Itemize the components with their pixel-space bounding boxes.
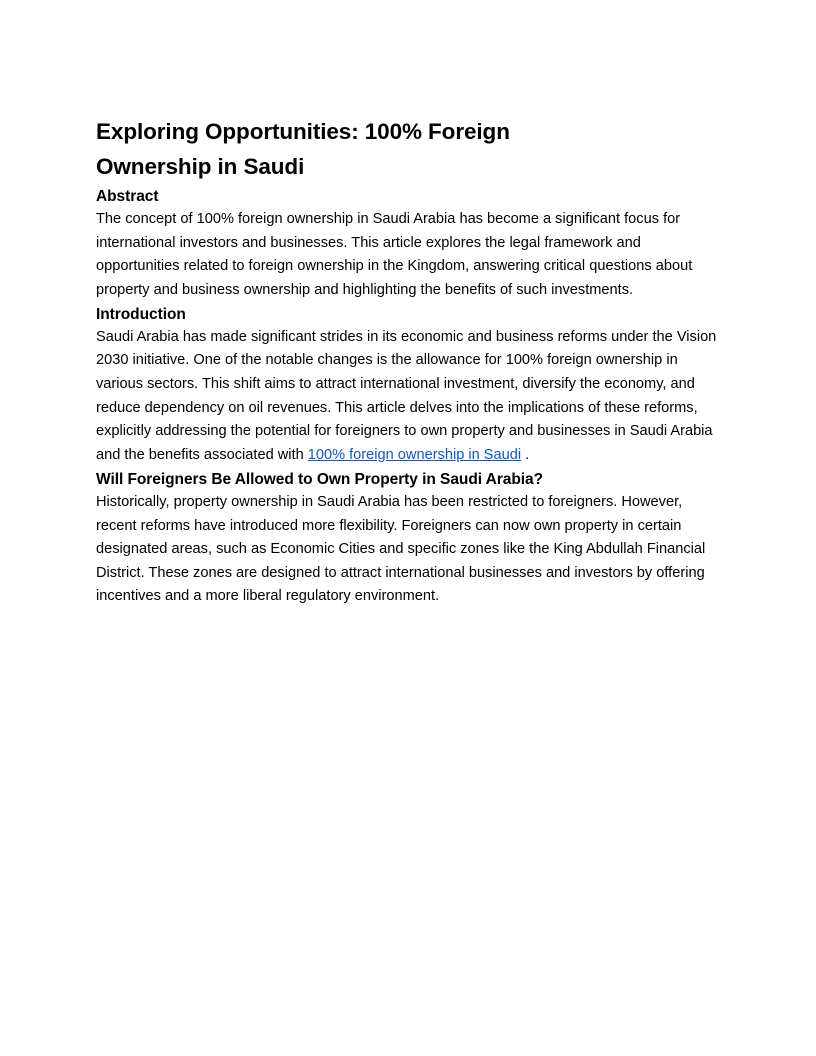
intro-text-before-link: Saudi Arabia has made significant strides in its economic and business reforms under the Vision 2030 initiative. One of the notable changes is the allowance for 100% foreign ownership in various sectors. This shift aims to attract international investment, diversify the economy, and reduce dependency on oil revenues. This article delves into the implications of these reforms, explicitly addressing the potential for foreigners to own property and businesses in Saudi Arabia and the benefits associated with [96, 328, 717, 464]
section-paragraph-property-question: Historically, property ownership in Saudi Arabia has been restricted to foreigners. However, recent reforms have introduced more flexibility. Foreigners can now own property in certain designated areas, such as Economic Cities and specific zones like the King Abdullah Financial District. These zones are designed to attract international businesses and investors by offering incentives and a more liberal regulatory environment. [96, 493, 706, 605]
section-heading-abstract: Abstract [96, 187, 159, 205]
intro-text-after-link: . [521, 447, 530, 464]
foreign-ownership-link[interactable]: 100% foreign ownership in Saudi [307, 447, 522, 464]
page-title: Exploring Opportunities: 100% Foreign Ownership in Saudi [96, 119, 510, 179]
section-paragraph-introduction [96, 326, 720, 468]
section-heading-property-question: Will Foreigners Be Allowed to Own Property in Saudi Arabia? [96, 470, 544, 488]
section-heading-introduction: Introduction [96, 305, 186, 323]
section-paragraph-abstract: The concept of 100% foreign ownership in Saudi Arabia has become a significant focus for international investors and businesses. This article explores the legal framework and opportunities related to foreign ownership in the Kingdom, answering critical questions about property and business ownership and highlighting the benefits of such investments. [96, 211, 693, 298]
